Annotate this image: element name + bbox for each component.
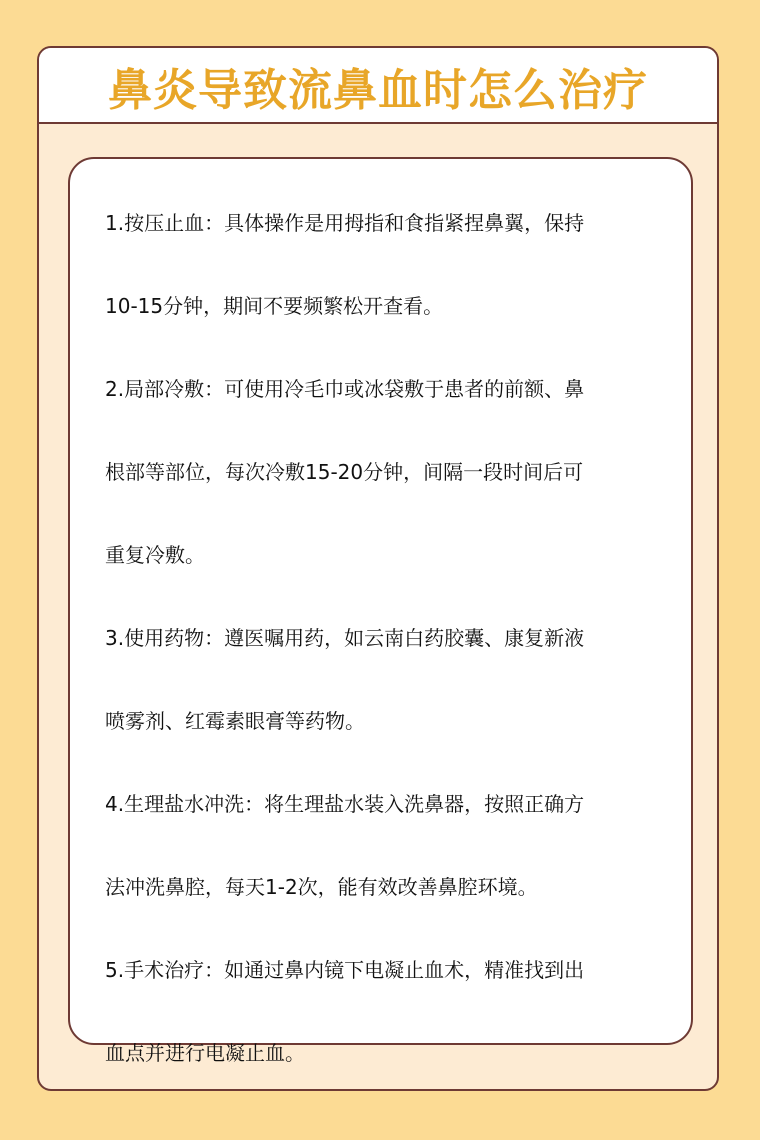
paragraph-4: 4.生理盐水冲洗：将生理盐水装入洗鼻器，按照正确方 法冲洗鼻腔，每天1-2次，能有效改善鼻腔环境。 [105, 792, 585, 899]
paragraph-1: 1.按压止血：具体操作是用拇指和食指紧捏鼻翼，保持 10-15分钟，期间不要频繁松开查看。 [105, 211, 585, 318]
paragraph-5: 5.手术治疗：如通过鼻内镜下电凝止血术，精准找到出 血点并进行电凝止血。 [105, 958, 585, 1065]
title-bar [39, 48, 717, 124]
page-title: 鼻炎导致流鼻血时怎么治疗 [108, 65, 648, 116]
content-box [68, 157, 693, 1065]
paragraph-2: 2.局部冷敷：可使用冷毛巾或冰袋敷于患者的前额、鼻 根部等部位，每次冷敷15-20分钟，间隔一段时间后可 重复冷敷。 [105, 377, 585, 567]
paragraph-3: 3.使用药物：遵医嘱用药，如云南白药胶囊、康复新液 喷雾剂、红霉素眼膏等药物。 [105, 626, 585, 733]
content-text [105, 182, 677, 1095]
